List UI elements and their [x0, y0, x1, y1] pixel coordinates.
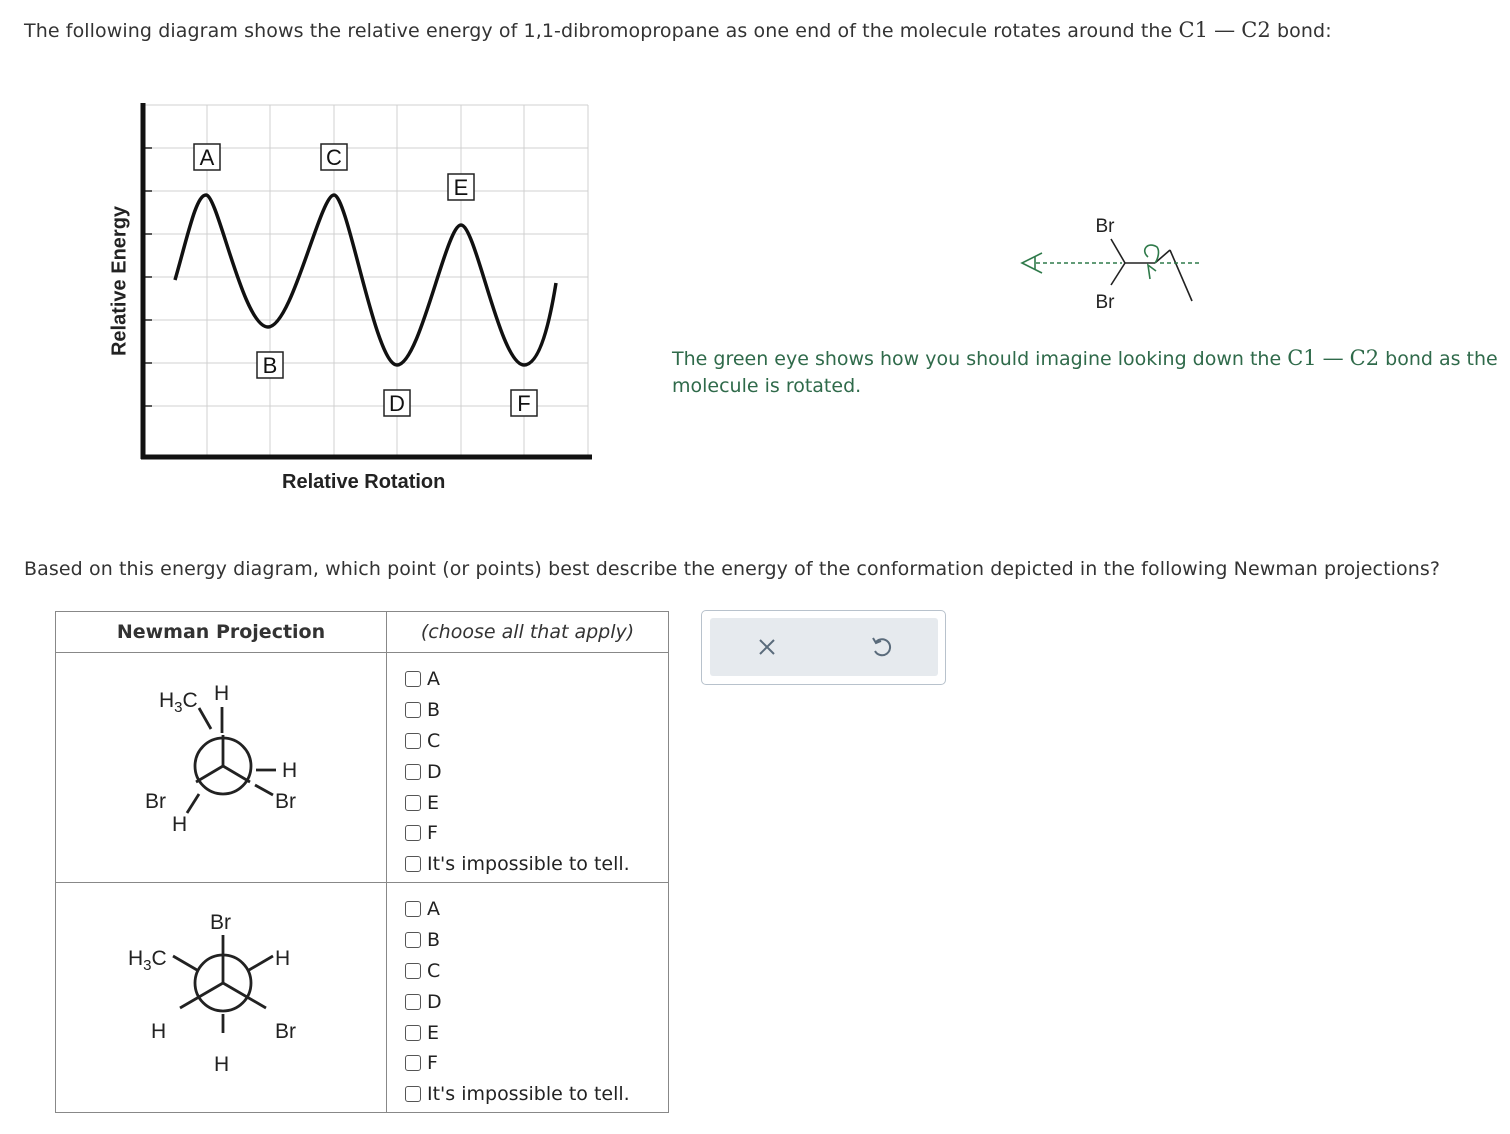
checkbox[interactable] — [405, 825, 421, 841]
label-right-h: H — [282, 759, 298, 782]
checkbox[interactable] — [405, 963, 421, 979]
bond-c2: C2 — [1241, 18, 1271, 42]
eye-molecule-sketch — [1010, 205, 1210, 320]
svg-text:C: C — [326, 145, 342, 170]
svg-text:A: A — [199, 145, 215, 170]
label-bottom-h: H — [214, 1053, 230, 1076]
table-header-row — [56, 612, 669, 653]
answer-table — [55, 611, 669, 1113]
point-label-e — [448, 174, 474, 200]
option-label: A — [427, 898, 440, 921]
newman-drawing-2 — [56, 883, 386, 1108]
label-left-br: Br — [145, 790, 166, 813]
table-row — [56, 883, 669, 1113]
option-label: E — [427, 1021, 440, 1044]
options-cell-2 — [387, 883, 669, 1113]
y-axis-label: Relative Energy — [108, 205, 131, 357]
option-label: D — [427, 990, 442, 1013]
undo-button[interactable] — [865, 630, 899, 664]
label-left-h: H — [151, 1020, 167, 1043]
option-label: C — [427, 729, 441, 752]
option-label: F — [427, 1052, 438, 1075]
option-2-f[interactable] — [405, 1048, 668, 1079]
label-top-h: H — [214, 682, 230, 705]
option-1-c[interactable] — [405, 726, 668, 757]
label-top-br: Br — [210, 911, 231, 934]
toolbar-inner — [710, 618, 938, 676]
note-text-after: bond as the — [1385, 348, 1498, 370]
option-label: B — [427, 699, 441, 722]
point-label-f — [511, 390, 537, 416]
newman-projection-2 — [56, 883, 387, 1113]
options-cell-1 — [387, 653, 669, 883]
option-label: E — [427, 791, 440, 814]
table-row — [56, 653, 669, 883]
checkbox[interactable] — [405, 1055, 421, 1071]
option-2-e[interactable] — [405, 1017, 668, 1048]
point-label-b — [257, 352, 283, 378]
note-bond-c1: C1 — [1287, 346, 1317, 370]
checkbox[interactable] — [405, 901, 421, 917]
x-icon — [750, 630, 784, 664]
checkbox[interactable] — [405, 1086, 421, 1102]
option-1-b[interactable] — [405, 695, 668, 726]
energy-diagram — [100, 95, 610, 505]
note-bond-dash: — — [1322, 346, 1344, 370]
newman-projection-1 — [56, 653, 387, 883]
svg-text:D: D — [389, 391, 405, 416]
note-bond-c2: C2 — [1349, 346, 1380, 370]
option-label: B — [427, 929, 441, 952]
br-top-label: Br — [1095, 216, 1115, 237]
label-right-br: Br — [275, 1020, 296, 1043]
option-1-a[interactable] — [405, 664, 668, 695]
label-left-h: H — [172, 813, 188, 836]
br-bottom-label: Br — [1095, 292, 1115, 313]
option-2-c[interactable] — [405, 956, 668, 987]
checkbox[interactable] — [405, 764, 421, 780]
option-2-a[interactable] — [405, 894, 668, 925]
option-label: It's impossible to tell. — [427, 853, 630, 876]
checkbox[interactable] — [405, 1025, 421, 1041]
checkbox[interactable] — [405, 671, 421, 687]
note-text-before: The green eye shows how you should imagine looking down the — [672, 348, 1282, 370]
checkbox[interactable] — [405, 932, 421, 948]
checkbox[interactable] — [405, 795, 421, 811]
answer-toolbar — [701, 610, 946, 685]
option-1-e[interactable] — [405, 787, 668, 818]
label-right-br: Br — [275, 790, 296, 813]
checkbox[interactable] — [405, 856, 421, 872]
newman-bonds-2 — [173, 935, 273, 1033]
clear-button[interactable] — [750, 630, 784, 664]
checkbox[interactable] — [405, 702, 421, 718]
question-prompt: Based on this energy diagram, which point (or points) best describe the energy of the conformation depicted in the following Newman projections? — [24, 558, 1441, 580]
checkbox[interactable] — [405, 733, 421, 749]
option-2-b[interactable] — [405, 925, 668, 956]
bond-c1: C1 — [1178, 18, 1209, 42]
molecule-bonds — [1111, 239, 1192, 301]
svg-text:E: E — [453, 175, 469, 200]
svg-text:F: F — [517, 391, 531, 416]
option-1-d[interactable] — [405, 756, 668, 787]
option-label: F — [427, 822, 438, 845]
option-label: It's impossible to tell. — [427, 1083, 630, 1106]
newman-drawing-1 — [56, 653, 386, 878]
label-right-h: H — [275, 947, 291, 970]
newman-bonds-1 — [187, 707, 276, 813]
checkbox[interactable] — [405, 994, 421, 1010]
option-2-d[interactable] — [405, 986, 668, 1017]
option-2-impossible[interactable] — [405, 1079, 668, 1110]
undo-icon — [865, 630, 899, 664]
point-label-a — [194, 144, 220, 170]
point-label-d — [384, 390, 410, 416]
point-label-c — [321, 144, 347, 170]
label-h3c: $H_3C$ — [159, 689, 198, 716]
header-newman-projection: Newman Projection — [56, 612, 387, 653]
energy-curve — [175, 195, 556, 365]
option-label: A — [427, 668, 440, 691]
bond-dash: — — [1214, 18, 1236, 42]
green-eye-icon — [1022, 245, 1200, 279]
intro-suffix: bond: — [1277, 20, 1332, 42]
svg-text:B: B — [262, 353, 278, 378]
header-choose-all: (choose all that apply) — [387, 612, 669, 653]
note-text-line2: molecule is rotated. — [672, 375, 862, 397]
label-h3c: $H_3C$ — [128, 947, 167, 974]
option-1-f[interactable] — [405, 818, 668, 849]
intro-text: The following diagram shows the relative energy of 1,1-dibromopropane as one end of the molecule rotates around the — [24, 20, 1173, 42]
question-intro — [24, 18, 1332, 42]
green-eye-note — [672, 345, 1502, 400]
option-label: C — [427, 959, 441, 982]
option-label: D — [427, 760, 442, 783]
option-1-impossible[interactable] — [405, 849, 668, 880]
x-axis-label: Relative Rotation — [282, 471, 446, 493]
